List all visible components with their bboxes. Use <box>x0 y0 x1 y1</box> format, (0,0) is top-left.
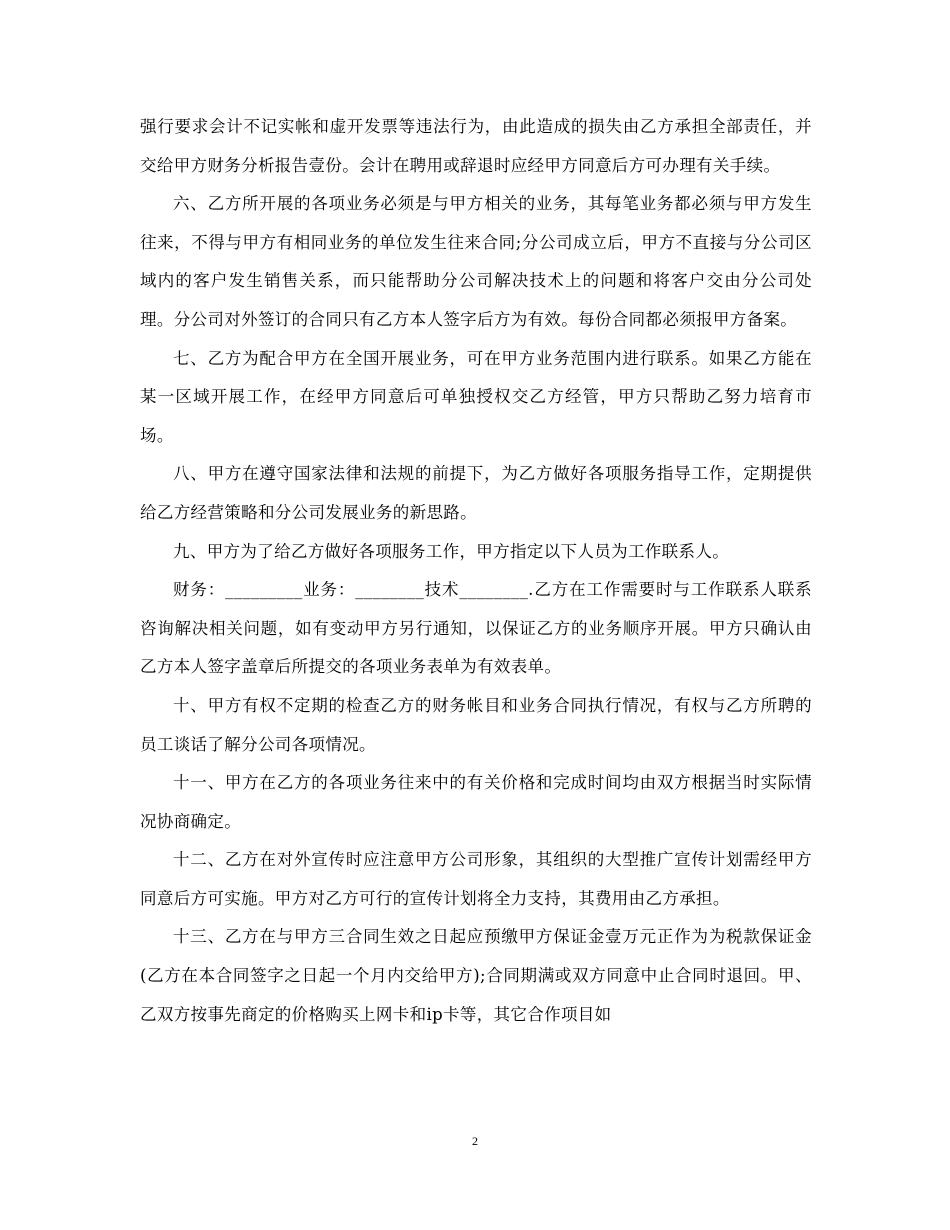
paragraph-clause-7: 七、乙方为配合甲方在全国开展业务，可在甲方业务范围内进行联系。如果乙方能在某一区域开展工作，在经甲方同意后可单独授权交乙方经管，甲方只帮助乙努力培育市场。 <box>140 348 812 445</box>
paragraph-clause-13: 十三、乙方在与甲方三合同生效之日起应预缴甲方保证金壹万元正作为为税款保证金(乙方在本合同签字之日起一个月内交给甲方);合同期满或双方同意中止合同时退回。甲、乙双方按事先商定的价格购买上网卡和ip卡等，其它合作项目如 <box>140 927 812 1024</box>
paragraph-continued: 强行要求会计不记实帐和虚开发票等违法行为，由此造成的损失由乙方承担全部责任，并交给甲方财务分析报告壹份。会计在聘用或辞退时应经甲方同意后方可办理有关手续。 <box>140 117 812 175</box>
paragraph-clause-10: 十、甲方有权不定期的检查乙方的财务帐目和业务合同执行情况，有权与乙方所聘的员工谈话了解分公司各项情况。 <box>140 695 812 754</box>
paragraph-clause-12: 十二、乙方在对外宣传时应注意甲方公司形象，其组织的大型推广宣传计划需经甲方同意后方可实施。甲方对乙方可行的宣传计划将全力支持，其费用由乙方承担。 <box>140 850 812 908</box>
paragraph-clause-11: 十一、甲方在乙方的各项业务往来中的有关价格和完成时间均由双方根据当时实际情况协商确定。 <box>140 773 812 831</box>
paragraph-clause-9: 九、甲方为了给乙方做好各项服务工作，甲方指定以下人员为工作联系人。 <box>173 541 730 561</box>
paragraph-clause-8: 八、甲方在遵守国家法律和法规的前提下，为乙方做好各项服务指导工作，定期提供给乙方经营策略和分公司发展业务的新思路。 <box>140 464 812 522</box>
paragraph-contacts: 财务：_________业务：________技术________.乙方在工作需要时与工作联系人联系咨询解决相关问题，如有变动甲方另行通知，以保证乙方的业务顺序开展。甲方只确认由乙方本人签字盖章后所提交的各项业务表单为有效表单。 <box>140 580 812 677</box>
page-number: 2 <box>472 1134 478 1148</box>
paragraph-clause-6: 六、乙方所开展的各项业务必须是与甲方相关的业务，其每笔业务都必须与甲方发生往来，不得与甲方有相同业务的单位发生往来合同;分公司成立后，甲方不直接与分公司区域内的客户发生销售关系，而只能帮助分公司解决技术上的问题和将客户交由分公司处理。分公司对外签订的合同只有乙方本人签字后方为有效。每份合同都必须报甲方备案。 <box>140 194 812 329</box>
document-body <box>140 108 812 1034</box>
